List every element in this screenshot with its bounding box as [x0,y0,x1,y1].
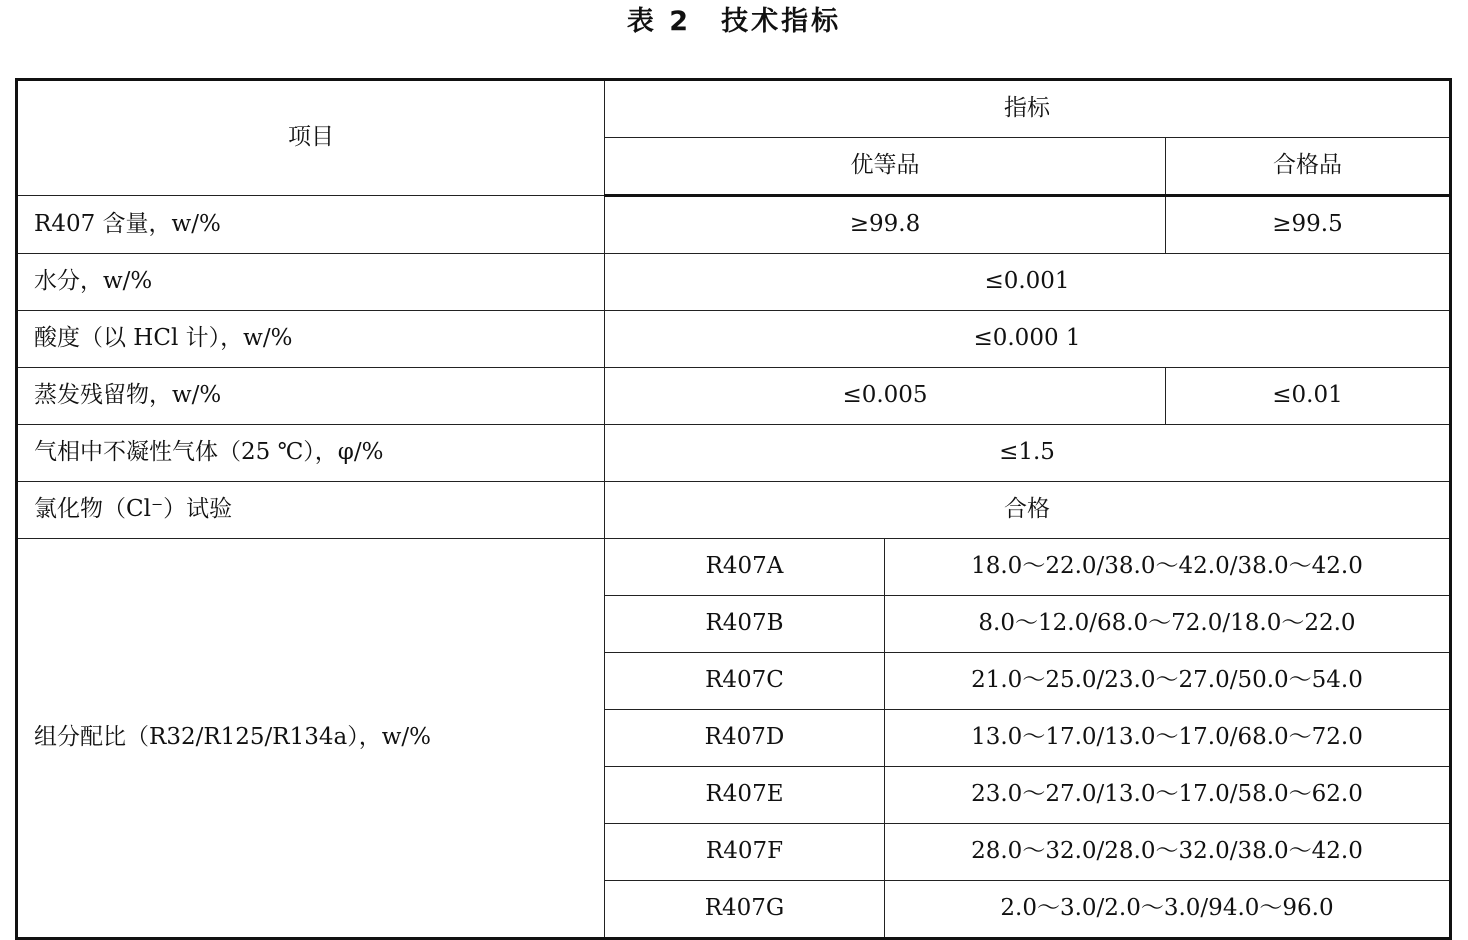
row-value-superior: ≥99.8 [605,196,1166,254]
composition-name: R407F [605,824,885,881]
composition-range: 13.0～17.0/13.0～17.0/68.0～72.0 [885,710,1451,767]
row-item: 气相中不凝性气体（25 ℃），φ/% [17,425,605,482]
row-value-qualified: ≤0.01 [1166,368,1451,425]
composition-range: 18.0～22.0/38.0～42.0/38.0～42.0 [885,539,1451,596]
header-row-1 [17,80,1451,138]
composition-name: R407E [605,767,885,824]
row-value: 合格 [605,482,1451,539]
row-item: 水分，w/% [17,254,605,311]
composition-name: R407G [605,881,885,939]
table-row [17,254,1451,311]
header-grade-qualified: 合格品 [1166,138,1451,196]
table-row [17,196,1451,254]
composition-row [17,539,1451,596]
composition-name: R407C [605,653,885,710]
table-row [17,368,1451,425]
spec-table [15,78,1452,940]
header-item: 项目 [17,80,605,196]
table-caption: 表 2 技术指标 [626,6,842,37]
composition-name: R407A [605,539,885,596]
row-value-superior: ≤0.005 [605,368,1166,425]
row-value: ≤1.5 [605,425,1451,482]
table-row [17,311,1451,368]
composition-range: 21.0～25.0/23.0～27.0/50.0～54.0 [885,653,1451,710]
composition-range: 8.0～12.0/68.0～72.0/18.0～22.0 [885,596,1451,653]
composition-item: 组分配比（R32/R125/R134a），w/% [17,539,605,939]
composition-range: 28.0～32.0/28.0～32.0/38.0～42.0 [885,824,1451,881]
row-value: ≤0.000 1 [605,311,1451,368]
header-indicator: 指标 [605,80,1451,138]
composition-range: 23.0～27.0/13.0～17.0/58.0～62.0 [885,767,1451,824]
row-value-qualified: ≥99.5 [1166,196,1451,254]
row-item: 酸度（以 HCl 计），w/% [17,311,605,368]
row-item: 蒸发残留物，w/% [17,368,605,425]
composition-name: R407D [605,710,885,767]
table-row [17,425,1451,482]
composition-range: 2.0～3.0/2.0～3.0/94.0～96.0 [885,881,1451,939]
row-item: R407 含量，w/% [17,196,605,254]
row-item: 氯化物（Cl⁻）试验 [17,482,605,539]
header-grade-superior: 优等品 [605,138,1166,196]
table-row [17,482,1451,539]
row-value: ≤0.001 [605,254,1451,311]
composition-name: R407B [605,596,885,653]
